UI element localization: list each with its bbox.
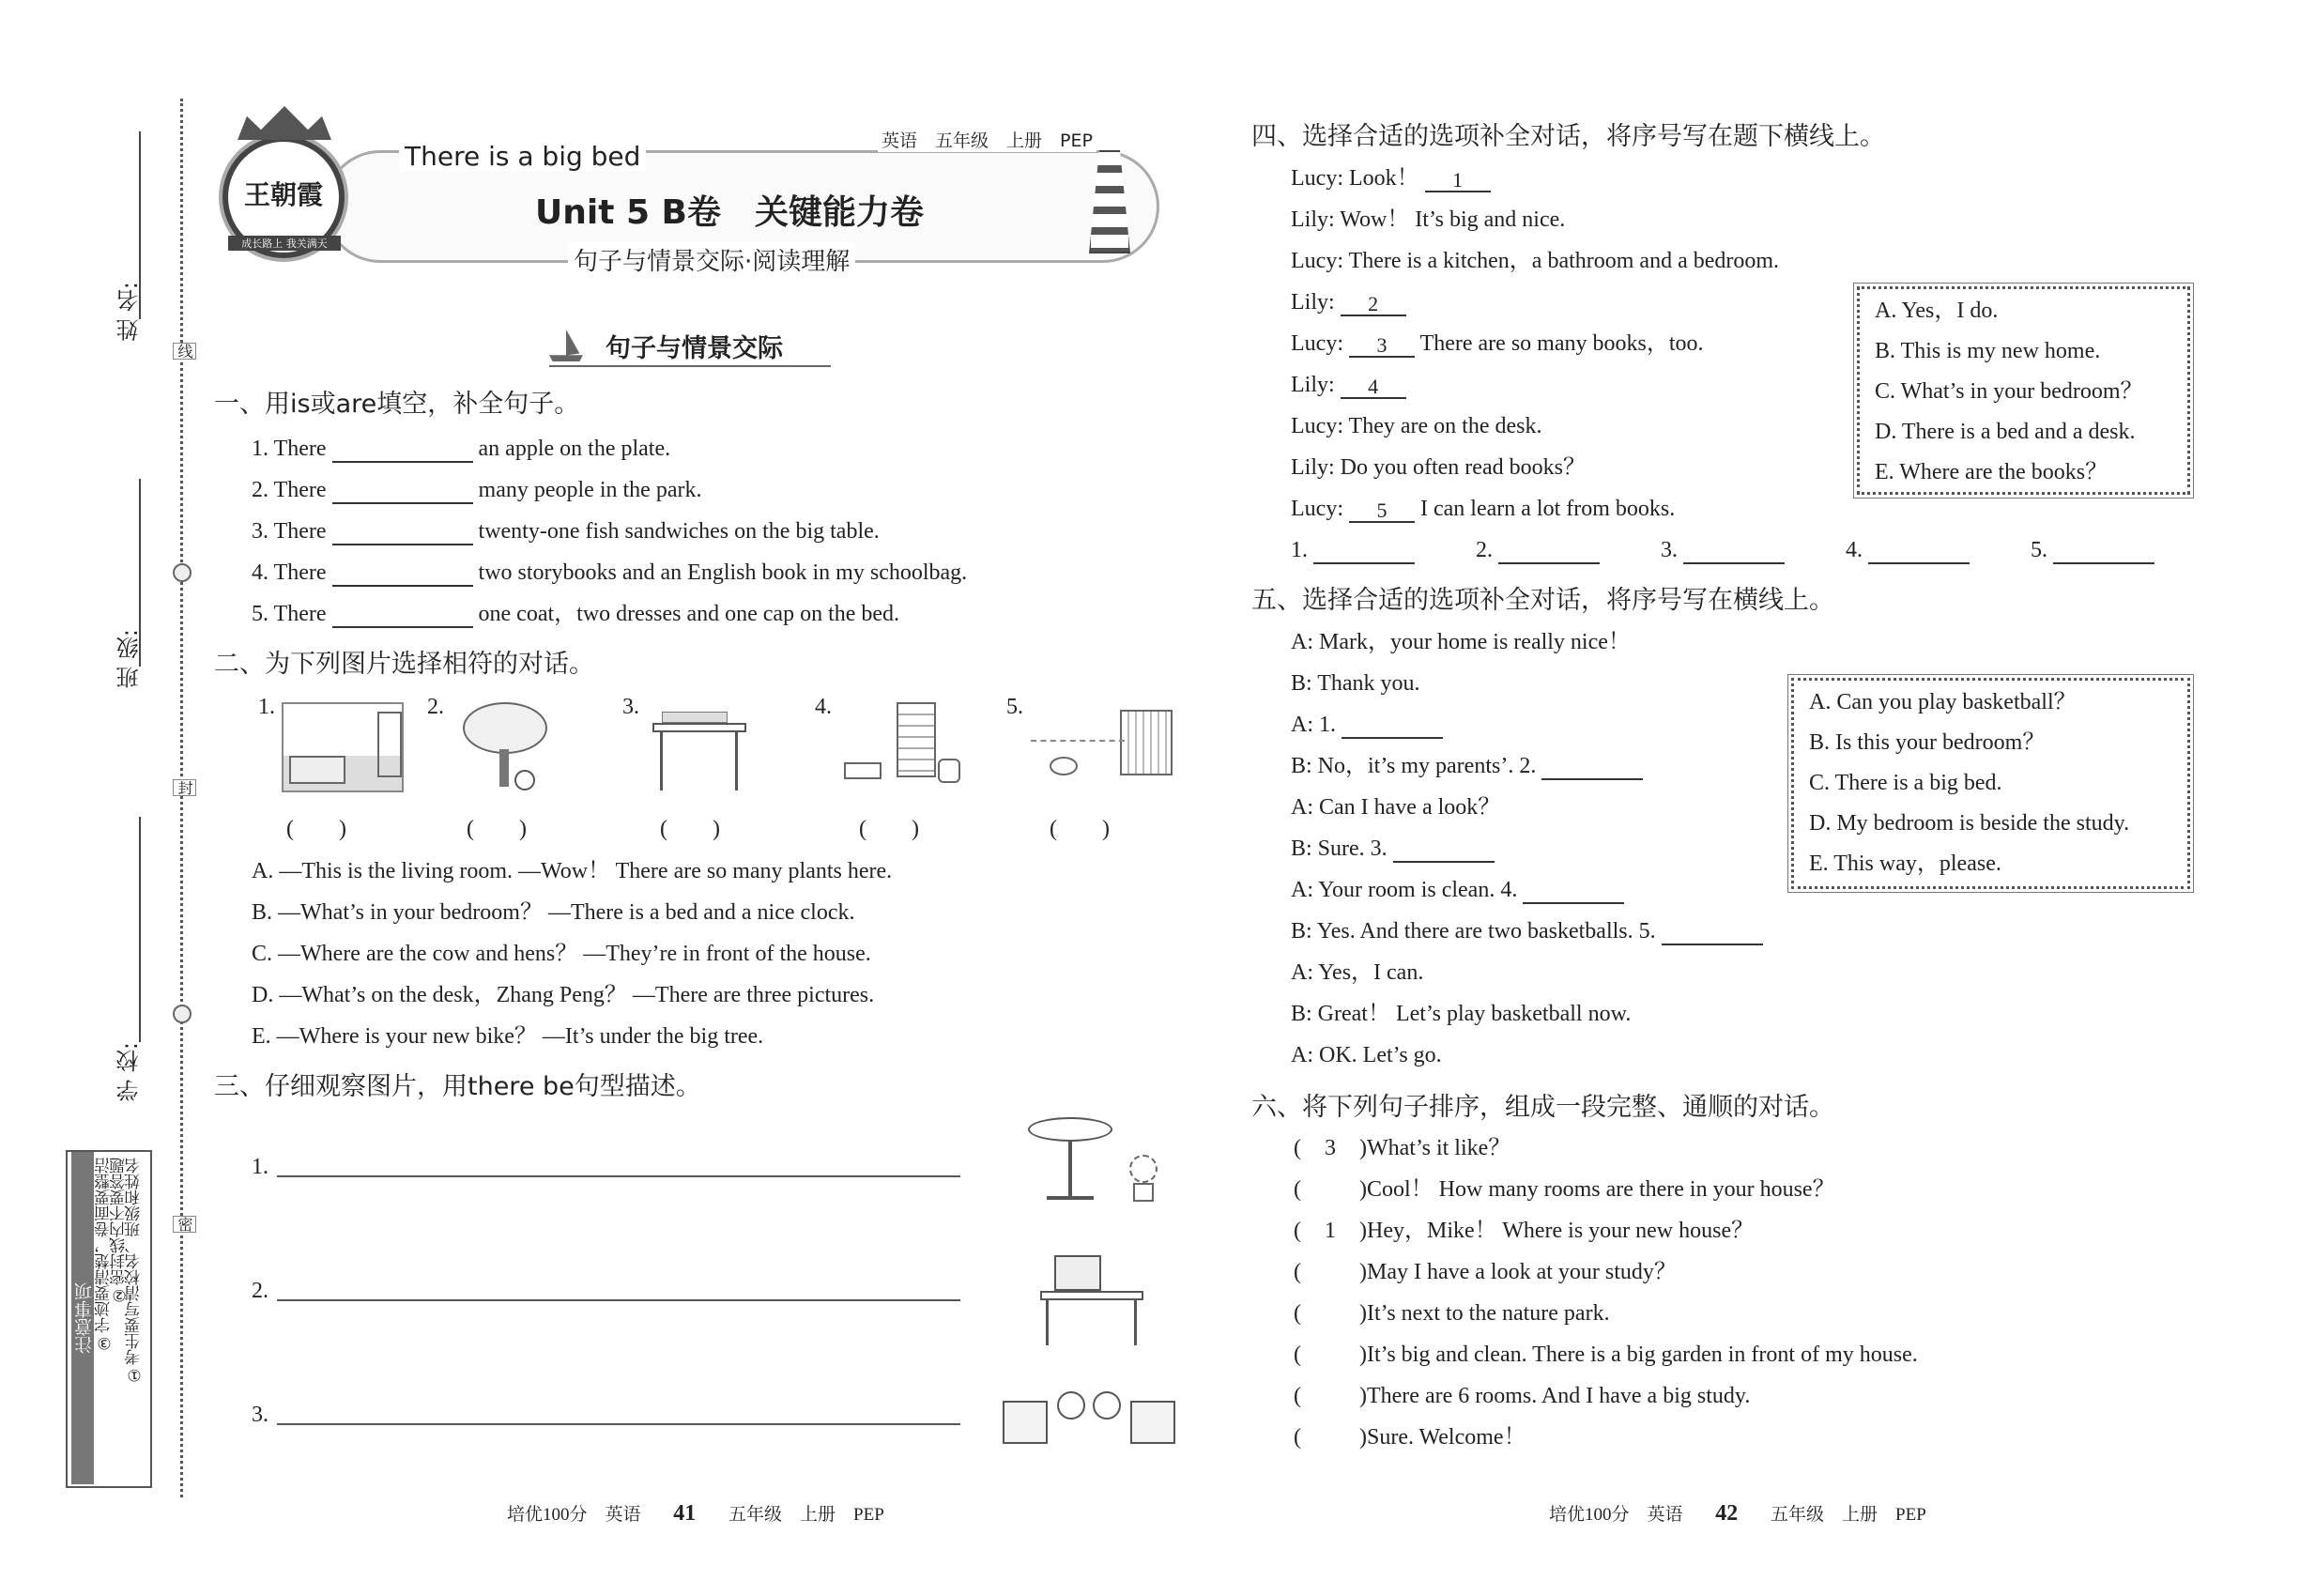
- answer-blank[interactable]: 2: [1341, 292, 1406, 316]
- desk-picture: [652, 712, 746, 792]
- header: [211, 122, 1188, 282]
- q4-options-box: A. Yes，I do. B. This is my new home. C. What’s in your bedroom？ D. There is a bed and a desk. E. Where are the books？: [1857, 286, 2190, 495]
- dialog-line: A: Can I have a look？: [1291, 795, 1501, 820]
- answer-blank[interactable]: [2053, 540, 2154, 564]
- list-item: 1. There an apple on the plate.: [252, 437, 671, 461]
- dialog-line: A: Your room is clean. 4.: [1291, 876, 1624, 904]
- list-item: 5. There one coat，two dresses and one cap on the bed.: [252, 602, 900, 626]
- boxes-cats-picture: [1003, 1388, 1179, 1446]
- q2-title: 二、为下列图片选择相符的对话。: [214, 650, 594, 679]
- dialog-line: A: OK. Let’s go.: [1291, 1043, 1442, 1067]
- page-number: 42: [1715, 1501, 1739, 1526]
- answer-blank[interactable]: [1541, 756, 1643, 780]
- dialog-line: A: Yes，I can.: [1291, 960, 1424, 985]
- logo: 王朝霞 成长路上 我关满天: [222, 136, 345, 258]
- q1-title: 一、用is或are填空，补全句子。: [214, 390, 580, 419]
- answer-blank[interactable]: [1342, 714, 1443, 739]
- list-item: ( )There are 6 rooms. And I have a big study.: [1294, 1384, 1751, 1408]
- tree-bike-picture: [458, 702, 552, 792]
- answer-blank[interactable]: [332, 438, 473, 463]
- footer-right: 培优100分 英语 42 五年级 上册 PEP: [1549, 1501, 1926, 1526]
- dialog-line: A: 1.: [1291, 711, 1443, 739]
- answer-blank[interactable]: [1498, 540, 1600, 564]
- dialog-line: Lily: 4: [1291, 371, 1406, 399]
- seal-mark: 线: [173, 343, 196, 360]
- list-item: 2. There many people in the park.: [252, 478, 702, 502]
- answer-blank[interactable]: [332, 521, 473, 545]
- bedroom-picture: [282, 702, 404, 792]
- option: D. —What’s on the desk，Zhang Peng？ —There are three pictures.: [252, 983, 875, 1007]
- dialog-line: B: Sure. 3.: [1291, 835, 1495, 863]
- list-item: ( )Sure. Welcome！: [1294, 1425, 1526, 1450]
- living-room-picture: [840, 702, 962, 792]
- desc: 句子与情景交际·阅读理解: [568, 242, 855, 277]
- q6-title: 六、将下列句子排序，组成一段完整、通顺的对话。: [1251, 1093, 1834, 1122]
- answer-paren[interactable]: ( ): [286, 817, 346, 841]
- notice-box: 注意事项 ①考生要写清校名、班级和姓名 ②密封线内不要答题 ③字迹要清楚，卷面要整洁: [66, 1150, 152, 1488]
- list-item: ( )It’s next to the nature park.: [1294, 1301, 1610, 1326]
- answer-blank[interactable]: [1393, 838, 1495, 863]
- list-item: 3. There twenty-one fish sandwiches on the big table.: [252, 519, 880, 544]
- answer-blank[interactable]: [332, 604, 473, 628]
- answer-blank[interactable]: 1: [1425, 168, 1491, 192]
- answer-blank[interactable]: [1313, 540, 1415, 564]
- answer-blank[interactable]: [1523, 880, 1624, 904]
- footer-left: 培优100分 英语 41 五年级 上册 PEP: [507, 1501, 884, 1526]
- answer-blank[interactable]: [332, 562, 473, 587]
- binding-strip: [0, 0, 193, 1596]
- list-item: ( )It’s big and clean. There is a big garden in front of my house.: [1294, 1343, 1918, 1367]
- notice-title: 注意事项: [71, 1152, 94, 1484]
- q4-title: 四、选择合适的选项补全对话，将序号写在题下横线上。: [1251, 122, 1885, 151]
- farmhouse-picture: [1031, 702, 1176, 792]
- answer-blank[interactable]: 4: [1341, 375, 1406, 399]
- school-label: 学 校:: [116, 1042, 143, 1102]
- answer-line[interactable]: [277, 1423, 960, 1425]
- dialog-line: Lucy: 3 There are so many books，too.: [1291, 331, 1704, 357]
- dialog-line: Lucy: Look！ 1: [1291, 164, 1491, 192]
- dialog-line: B: No，it’s my parents’. 2.: [1291, 752, 1643, 780]
- page-title: Unit 5 B卷 关键能力卷: [535, 193, 924, 232]
- list-item: ( )May I have a look at your study？: [1294, 1260, 1677, 1284]
- answer-blank[interactable]: [1868, 540, 1970, 564]
- answer-paren[interactable]: ( ): [859, 817, 919, 841]
- dialog-line: A: Mark，your home is really nice！: [1291, 630, 1631, 654]
- dialog-line: B: Yes. And there are two basketballs. 5.: [1291, 917, 1763, 945]
- table-plant-picture: [1028, 1117, 1169, 1211]
- class-label: 班 级:: [116, 629, 143, 689]
- option: A. —This is the living room. —Wow！ There are so many plants here.: [252, 859, 893, 883]
- dialog-line: Lucy: They are on the desk.: [1291, 414, 1542, 438]
- dialog-line: Lily: Wow！ It’s big and nice.: [1291, 207, 1566, 232]
- name-label: 姓 名:: [116, 282, 143, 342]
- q5-options-box: A. Can you play basketball？ B. Is this your bedroom？ C. There is a big bed. D. My bedroom is beside the study. E. This way，please.: [1791, 678, 2190, 889]
- q5-title: 五、选择合适的选项补全对话，将序号写在横线上。: [1251, 586, 1834, 615]
- sailboat-icon: [549, 330, 583, 361]
- dialog-line: Lucy: 5 I can learn a lot from books.: [1291, 497, 1676, 522]
- answer-blank[interactable]: 3: [1349, 333, 1415, 358]
- answer-line[interactable]: [277, 1175, 960, 1177]
- answer-paren[interactable]: ( ): [660, 817, 720, 841]
- page-number: 41: [673, 1501, 697, 1526]
- list-item: ( 1 )Hey，Mike！ Where is your new house？: [1294, 1219, 1755, 1243]
- answer-blank[interactable]: [1683, 540, 1785, 564]
- answer-blank[interactable]: 5: [1349, 499, 1415, 523]
- option: E. —Where is your new bike？ —It’s under the big tree.: [252, 1024, 764, 1049]
- subtitle: There is a big bed: [399, 141, 646, 172]
- option: B. —What’s in your bedroom？ —There is a bed and a nice clock.: [252, 900, 855, 925]
- answer-line[interactable]: [277, 1299, 960, 1301]
- dialog-line: Lily: 2: [1291, 288, 1406, 316]
- dialog-line: B: Great！ Let’s play basketball now.: [1291, 1002, 1632, 1026]
- list-item: 4. There two storybooks and an English book in my schoolbag.: [252, 560, 968, 585]
- dialog-line: Lily: Do you often read books？: [1291, 455, 1586, 480]
- list-item: ( 3 )What’s it like？: [1294, 1136, 1511, 1160]
- list-item: ( )Cool！ How many rooms are there in your house？: [1294, 1177, 1835, 1202]
- answer-blank[interactable]: [1662, 921, 1763, 945]
- section-banner: 句子与情景交际: [549, 324, 831, 367]
- dialog-line: B: Thank you.: [1291, 671, 1420, 696]
- answer-blank[interactable]: [332, 480, 473, 504]
- answer-paren[interactable]: ( ): [1050, 817, 1110, 841]
- dialog-line: Lucy: There is a kitchen，a bathroom and a bedroom.: [1291, 249, 1780, 273]
- option: C. —Where are the cow and hens？ —They’re in front of the house.: [252, 942, 871, 966]
- seal-mark: 封: [173, 779, 196, 796]
- meta: 英语 五年级 上册 PEP: [878, 127, 1096, 152]
- desk-computer-picture: [1040, 1244, 1143, 1347]
- answer-paren[interactable]: ( ): [467, 817, 527, 841]
- logo-text: 王朝霞: [243, 179, 323, 210]
- order-slot[interactable]: 3: [1325, 1136, 1336, 1160]
- q3-title: 三、仔细观察图片，用there be句型描述。: [214, 1072, 701, 1101]
- order-slot[interactable]: 1: [1325, 1219, 1336, 1243]
- seal-mark: 密: [173, 1216, 196, 1233]
